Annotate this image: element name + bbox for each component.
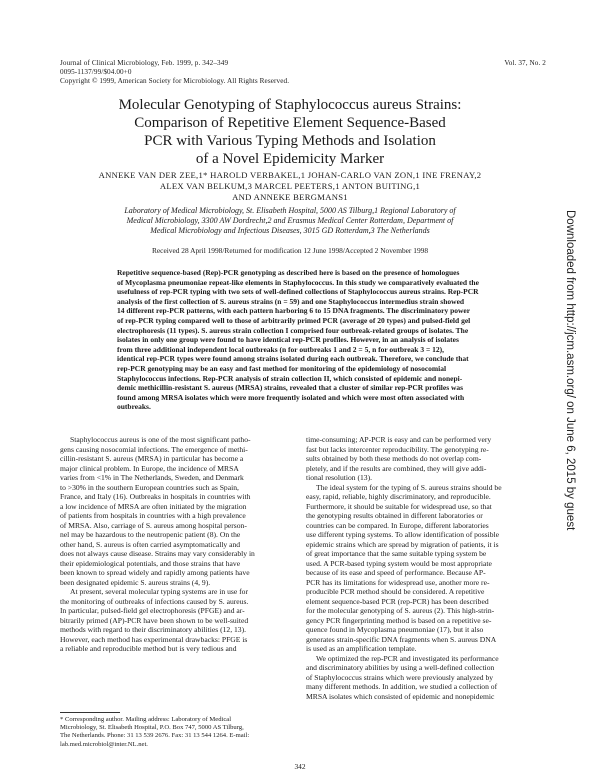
abstract-line: from three additional independent local outbreaks (n for outbreaks 1 and 2 = 5, n for outbreak 3 = 12),: [117, 344, 444, 354]
body-line: MRSA isolates which consisted of epidemic and nonepidemic: [306, 691, 495, 701]
page-number: 342: [294, 762, 306, 771]
received-dates: Received 28 April 1998/Returned for modification 12 June 1998/Accepted 2 November 1998: [151, 246, 429, 255]
body-line: bitrarily primed (AP)-PCR have been shown to be well-suited: [60, 615, 249, 625]
body-line: easy, rapid, reliable, highly discriminatory, and reproducible.: [306, 492, 491, 501]
author-list: [80, 170, 500, 203]
body-line: use different typing systems. To allow identification of possible: [306, 530, 500, 539]
body-line: nel may be hazardous to the neutropenic patient (8). On the: [60, 530, 241, 539]
abstract-line: outbreaks.: [117, 402, 151, 412]
footnote-rule: [60, 712, 120, 713]
footnote-line: The Netherlands. Phone: 31 13 539 2676. Fax: 31 13 544 1264. E-mail:: [60, 732, 250, 740]
body-line: other hand, S. aureus is often carried asymptomatically and: [60, 539, 241, 549]
body-line: However, each method has experimental drawbacks: PFGE is: [60, 634, 248, 644]
body-line: to >30% in the southern European countries such as Spain,: [60, 482, 239, 492]
body-line: of MRSA. Also, carriage of S. aureus among hospital person-: [60, 520, 247, 530]
body-line: gens causing nosocomial infections. The emergence of methi-: [60, 444, 248, 454]
body-line: major clinical problem. In Europe, the incidence of MRSA: [60, 463, 239, 473]
abstract-line: 14 different rep-PCR patterns, with each pattern harboring 6 to 15 DNA fragments. The discriminatory power: [117, 306, 471, 316]
abstract-line: of Mycoplasma pneumoniae repeat-like elements in Staphylococcus. In this study we comparatively evaluated the: [117, 277, 479, 287]
issn-line: 0095-1137/99/$04.00+0: [60, 68, 132, 76]
body-line: The ideal system for the typing of S. aureus strains should be: [316, 482, 502, 492]
body-line: element sequence-based PCR (rep-PCR) has been described: [306, 596, 489, 606]
abstract-line: analysis of the first collection of S. aureus strains (n = 59) and one Staphylococcus intermedius strain showed: [117, 296, 465, 306]
body-line: countries can be compared. In Europe, different laboratories: [306, 520, 489, 530]
body-line: Staphylococcus aureus is one of the most significant patho-: [70, 435, 251, 444]
author-line: AND ANNEKE BERGMANS1: [232, 192, 348, 202]
body-line: of great importance that the same suitable typing system be: [306, 549, 487, 558]
body-line: We optimized the rep-PCR and investigated its performance: [316, 653, 499, 663]
body-line: used. A PCR-based typing system would be most appropriate: [306, 558, 492, 568]
affiliation-line: Laboratory of Medical Microbiology, St. Elisabeth Hospital, 5000 AS Tilburg,1 Regional Laboratory of: [124, 206, 456, 215]
abstract-line: found among MRSA isolates which were more frequently isolated and which were most often associated with: [117, 392, 465, 402]
body-line: PCR has its limitations for widespread use, another more re-: [306, 577, 490, 587]
abstract-line: electrophoresis (11 types). S. aureus strain collection I comprised four outbreak-related groups of isolates. The: [117, 325, 469, 335]
author-line: ALEX VAN BELKUM,3 MARCEL PEETERS,1 ANTON BUITING,1: [159, 181, 421, 191]
body-line: producible PCR method should be considered. A repetitive: [306, 587, 485, 596]
body-line: methods with regard to their discriminatory abilities (12, 13).: [60, 625, 247, 634]
body-line: their epidemiological potentials, and those strains that have: [60, 558, 241, 568]
body-line: of patients from hospitals in countries with a high prevalence: [60, 511, 246, 520]
footnote-line: * Corresponding author. Mailing address: Laboratory of Medical: [60, 716, 232, 723]
body-left-column: [60, 435, 298, 654]
body-line: quence found in Mycoplasma pneumoniae (17), but it also: [306, 625, 484, 634]
body-line: does not always cause disease. Strains may vary considerably in: [60, 549, 255, 558]
body-line: time-consuming; AP-PCR is easy and can be performed very: [306, 435, 492, 444]
abstract-line: usefulness of rep-PCR typing with two sets of well-defined collections of Staphylococcus aureus strains. Rep-PCR: [117, 287, 479, 297]
body-line: pletely, and if the results are combined, they will give addi-: [306, 463, 487, 473]
abstract-line: demic methicillin-resistant S. aureus (MRSA) strains, revealed that a cluster of similar rep-PCR profiles was: [117, 383, 464, 393]
body-line: of Staphylococcus strains which were previously analyzed by: [306, 672, 494, 682]
affiliation-line: Medical Microbiology and Infectious Diseases, 3015 GD Rotterdam,3 The Netherlands: [150, 226, 430, 235]
body-line: been designated epidemic S. aureus strains (4, 9).: [60, 577, 211, 587]
title-line: Comparison of Repetitive Element Sequence-Based: [134, 115, 446, 131]
affiliation-line: Medical Microbiology, 3300 AW Dordrecht,2 and Erasmus Medical Center Rotterdam, Department of: [126, 216, 454, 225]
body-line: varies from <1% in The Netherlands, Sweden, and Denmark: [60, 473, 244, 482]
affiliations: [100, 206, 480, 236]
abstract-line: Repetitive sequence-based (Rep)-PCR genotyping as described here is based on the presence of homologues: [117, 268, 460, 277]
title-line: Molecular Genotyping of Staphylococcus aureus Strains:: [118, 97, 462, 113]
journal-line: Journal of Clinical Microbiology, Feb. 1999, p. 342–349: [60, 59, 229, 67]
copyright-line: Copyright © 1999, American Society for Microbiology. All Rights Reserved.: [60, 77, 290, 85]
body-line: gency PCR fingerprinting method is based on a repetitive se-: [306, 615, 492, 625]
abstract: [117, 268, 507, 412]
body-line: sults obtained by both these methods do not overlap com-: [306, 454, 482, 463]
body-line: because of its ease and speed of performance. Because AP-: [306, 568, 486, 577]
footnote: [60, 716, 296, 749]
body-line: a low incidence of MRSA are often initiated by the migration: [60, 501, 247, 511]
body-line: been known to spread widely and rapidly among patients have: [60, 568, 250, 577]
body-line: generates strain-specific DNA fragments when S. aureus DNA: [306, 634, 497, 644]
title-line: of a Novel Epidemicity Marker: [195, 151, 385, 167]
volume-label: Vol. 37, No. 2: [504, 59, 546, 67]
body-line: fast but lacks intercenter reproducibility. The genotyping re-: [306, 444, 489, 454]
body-line: cillin-resistant S. aureus (MRSA) in particular has become a: [60, 454, 244, 463]
body-line: At present, several molecular typing systems are in use for: [70, 587, 248, 596]
body-line: the monitoring of outbreaks of infections caused by S. aureus.: [60, 596, 249, 606]
abstract-line: isolates in only one group were found to have identical rep-PCR profiles. However, in an analysis of isolates: [117, 335, 459, 345]
article-title: [80, 96, 500, 168]
abstract-line: identical rep-PCR types were found among strains isolated during each outbreak. Therefore, we conclude that: [117, 354, 469, 364]
abstract-line: rep-PCR genotyping may be an easy and fast method for monitoring of the epidemiology of nosocomial: [117, 363, 447, 373]
footnote-line: Microbiology, St. Elisabeth Hospital, P.O. Box 747, 5000 AS Tilburg,: [60, 724, 244, 732]
footnote-line: lab.med.microbiol@inter.NL.net.: [60, 740, 148, 748]
body-line: for the molecular genotyping of S. aureus (2). This high-strin-: [306, 606, 495, 615]
download-watermark: Downloaded from http://jcm.asm.org/ on June 6, 2015 by guest: [564, 210, 576, 531]
body-line: epidemic strains which are spread by migration of patients, it is: [306, 539, 499, 549]
body-line: is used as an amplification template.: [306, 644, 417, 653]
body-line: a reliable and reproducible method but is very tedious and: [60, 644, 237, 653]
abstract-line: Staphylococcus infections. Rep-PCR analysis of strain collection II, which consisted of epidemic and nonepi-: [117, 373, 463, 383]
body-line: the genotyping results obtained in different laboratories or: [306, 511, 483, 520]
running-header: [60, 59, 360, 86]
body-line: France, and Italy (16). Outbreaks in hospitals in countries with: [60, 492, 251, 501]
body-line: In particular, pulsed-field gel electrophoresis (PFGE) and ar-: [60, 606, 245, 615]
abstract-line: of rep-PCR typing compared well to those of arbitrarily primed PCR (average of 20 types) and pulsed-field gel: [117, 315, 471, 325]
body-line: tional resolution (13).: [306, 473, 373, 482]
title-line: PCR with Various Typing Methods and Isolation: [144, 133, 436, 149]
body-line: many different methods. In addition, we studied a collection of: [306, 682, 498, 691]
body-line: and discriminatory abilities by using a well-defined collection: [306, 663, 495, 672]
body-line: Furthermore, it should be suitable for widespread use, so that: [306, 501, 492, 511]
author-line: ANNEKE VAN DER ZEE,1* HAROLD VERBAKEL,1 JOHAN-CARLO VAN ZON,1 INE FRENAY,2: [98, 170, 482, 180]
body-right-column: [306, 435, 546, 701]
